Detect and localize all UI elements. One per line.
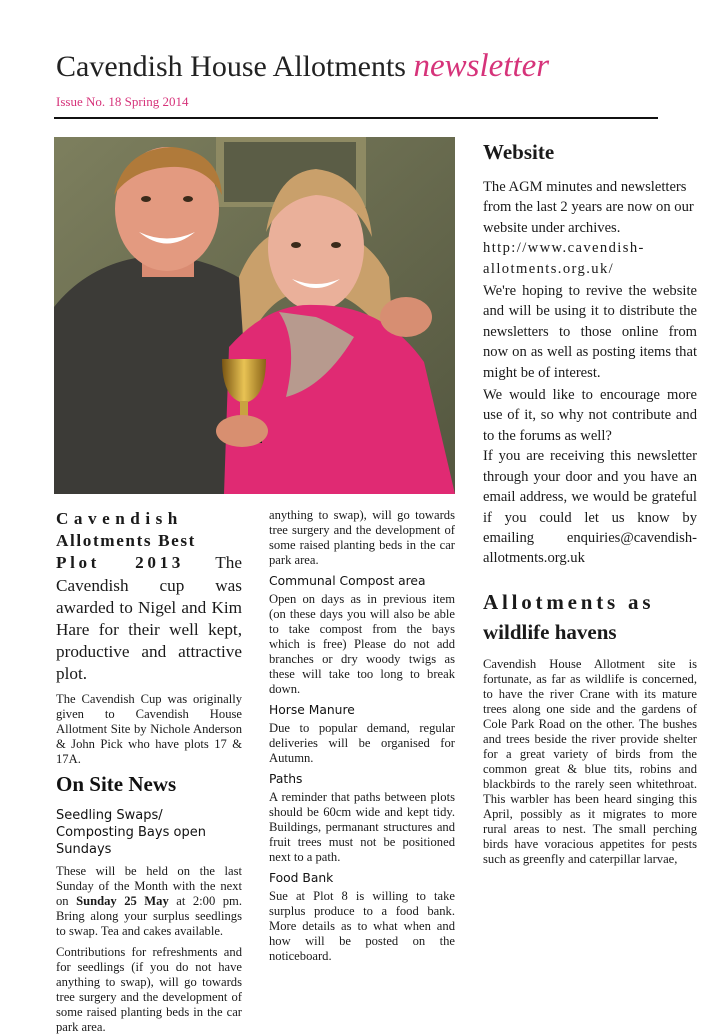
contributions-continued: anything to swap), will go towards tree surgery and the development of some raised planting beds in the car park area.	[269, 508, 455, 567]
newsletter-title	[56, 48, 676, 85]
website-column	[483, 140, 697, 873]
website-p2: We're hoping to revive the website and will be using it to distribute the newsletters to those online from now on as well as posting items that might be of interest.	[483, 283, 697, 381]
seedling-text-b: at 2:00 pm. Bring along your surplus seedlings to swap. Tea and cakes available.	[56, 894, 242, 938]
best-plot-lead-text: The Cavendish cup was awarded to Nigel and Kim Hare for their well kept, productive and attractive plot.	[56, 553, 242, 684]
manure-heading: Horse Manure	[269, 703, 355, 717]
compost-body: Open on days as in previous item (on these days you will also be able to take compost from the bays which is free) Please do not add branches or dry woody twigs as these will take too long to break down.	[269, 592, 455, 696]
compost-heading: Communal Compost area	[269, 574, 426, 588]
news-column-2	[269, 508, 455, 970]
wildlife-heading	[483, 587, 697, 647]
best-plot-heading-1: Cavendish	[56, 509, 183, 528]
wildlife-heading-2: wildlife havens	[483, 619, 617, 644]
website-p4: If you are receiving this newsletter through your door and you have an email address, we would be grateful if you could let us know by emailing enquiries@cavendish-allotments.org.uk	[483, 448, 697, 567]
seedling-swaps-heading: Seedling Swaps/ Composting Bays open Sundays	[56, 808, 206, 857]
wildlife-body: Cavendish House Allotment site is fortunate, as far as wildlife is concerned, to have the river Crane with its mature trees along one side and the gardens of Cole Park Road on the other. The bushes and trees beside the river provide shelter for a great variety of birds from the common great & blue tits, robins and blackbirds to the rarely seen whitethroat. This warbler has been heard singing this April, possibly as it migrates to more rural areas to nest. The small perching birds have voracious appetites for pests such as greenfly and caterpillar larvae,	[483, 656, 697, 866]
on-site-news-article	[56, 772, 242, 1034]
website-heading: Website	[483, 140, 555, 164]
website-p1	[483, 177, 697, 238]
header-rule	[54, 117, 658, 119]
website-url[interactable]: http://www.cavendish-allotments.org.uk/	[483, 240, 645, 277]
title-text: Cavendish House Allotments	[56, 50, 406, 83]
portrait-photo-icon	[54, 137, 455, 494]
website-p1-text: The AGM minutes and newsletters from the last 2 years are now on our website under archives.	[483, 179, 694, 236]
best-plot-heading-2: Allotments Best	[56, 531, 196, 551]
contributions-text: Contributions for refreshments and for seedlings (if you do not have anything to swap), will go towards tree surgery and the development of some raised planting beds in the car park area.	[56, 945, 242, 1034]
best-plot-body: The Cavendish Cup was originally given to Cavendish House Allotment Site by Nichole Anderson & John Pick who have plots 17 & 17A.	[56, 691, 242, 766]
seedling-date: Sunday 25 May	[76, 894, 169, 908]
best-plot-lead	[56, 508, 242, 686]
food-bank-heading: Food Bank	[269, 871, 334, 885]
wildlife-heading-1: Allotments as	[483, 589, 655, 614]
issue-line: Issue No. 18 Spring 2014	[56, 94, 189, 109]
title-accent: newsletter	[413, 48, 550, 84]
seedling-swaps-body	[56, 864, 242, 939]
masthead	[56, 48, 676, 85]
paths-heading: Paths	[269, 772, 303, 786]
food-bank-body: Sue at Plot 8 is willing to take surplus produce to a food bank. More details as to what when and how will be posted on the noticeboard.	[269, 889, 455, 963]
on-site-news-heading: On Site News	[56, 772, 177, 796]
seedling-text-a: These will be held on the last Sunday of the Month with the next on	[56, 864, 242, 908]
contributions-body	[56, 945, 242, 1034]
manure-body: Due to popular demand, regular deliveries will be organised for Autumn.	[269, 721, 455, 765]
paths-body: A reminder that paths between plots should be 60cm wide and kept tidy. Buildings, permanant structures and fruit trees must not be positioned next to a path.	[269, 790, 455, 864]
best-plot-article	[56, 508, 242, 773]
best-plot-heading-3: Plot 2013	[56, 553, 184, 573]
website-p3: We would like to encourage more use of it, so why not contribute and to the forums as well?	[483, 387, 697, 444]
